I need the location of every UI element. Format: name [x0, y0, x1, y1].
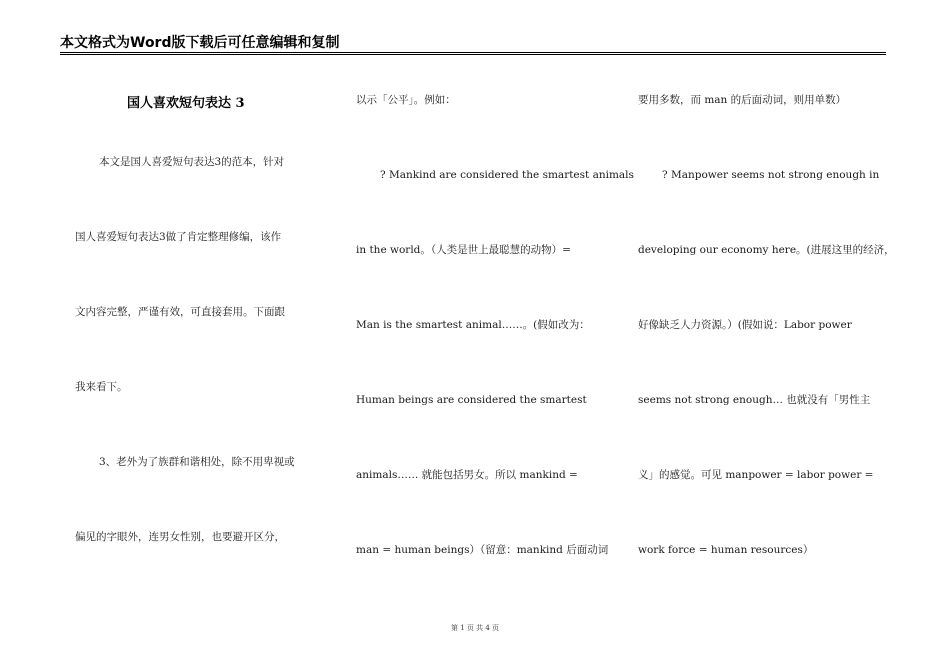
paragraph-line: 国人喜爱短句表达3做了肯定整理修编，该作	[75, 231, 282, 243]
paragraph-line: 义」的感觉。可见 manpower = labor power =	[638, 469, 874, 481]
paragraph-line: animals…… 就能包括男女。所以 mankind =	[356, 469, 578, 481]
paragraph-line: Human beings are considered the smartest	[356, 394, 587, 406]
paragraph-line: ? Manpower seems not strong enough in	[662, 169, 880, 181]
paragraph-line: 要用多数，而 man 的后面动词，则用单数）	[638, 94, 847, 106]
paragraph-line: seems not strong enough… 也就没有「男性主	[638, 394, 871, 406]
column-3	[638, 0, 895, 610]
paragraph-line: 偏见的字眼外，连男女性别，也要避开区分，	[75, 531, 285, 543]
paragraph-line: in the world。（人类是世上最聪慧的动物）=	[356, 244, 571, 256]
column-1	[75, 0, 325, 610]
page-number: 第 1 页 共 4 页	[450, 624, 500, 632]
paragraph-line: work force = human resources）	[638, 544, 814, 556]
paragraph-line: 3、老外为了族群和谐相处，除不用卑视或	[99, 456, 295, 468]
paragraph-line: 我来看下。	[75, 381, 128, 393]
paragraph-line: 好像缺乏人力资源。）(假如说：Labor power	[638, 319, 852, 331]
paragraph-line: man = human beings）（留意：mankind 后面动词	[356, 544, 609, 556]
paragraph-line: 以示「公平」。例如：	[356, 94, 456, 106]
paragraph-line: 本文是国人喜爱短句表达3的范本，针对	[99, 156, 285, 168]
paragraph-line: Man is the smartest animal……。(假如改为：	[356, 319, 590, 331]
document-title: 国人喜欢短句表达 3	[127, 96, 245, 111]
paragraph-line: 文内容完整，严谨有效，可直接套用。下面跟	[75, 306, 285, 318]
column-2	[356, 0, 634, 610]
paragraph-line: ? Mankind are considered the smartest animals	[380, 169, 634, 181]
paragraph-line: developing our economy here。(进展这里的经济，	[638, 244, 895, 256]
header-title: 本文格式为Word版下载后可任意编辑和复制	[60, 35, 340, 51]
